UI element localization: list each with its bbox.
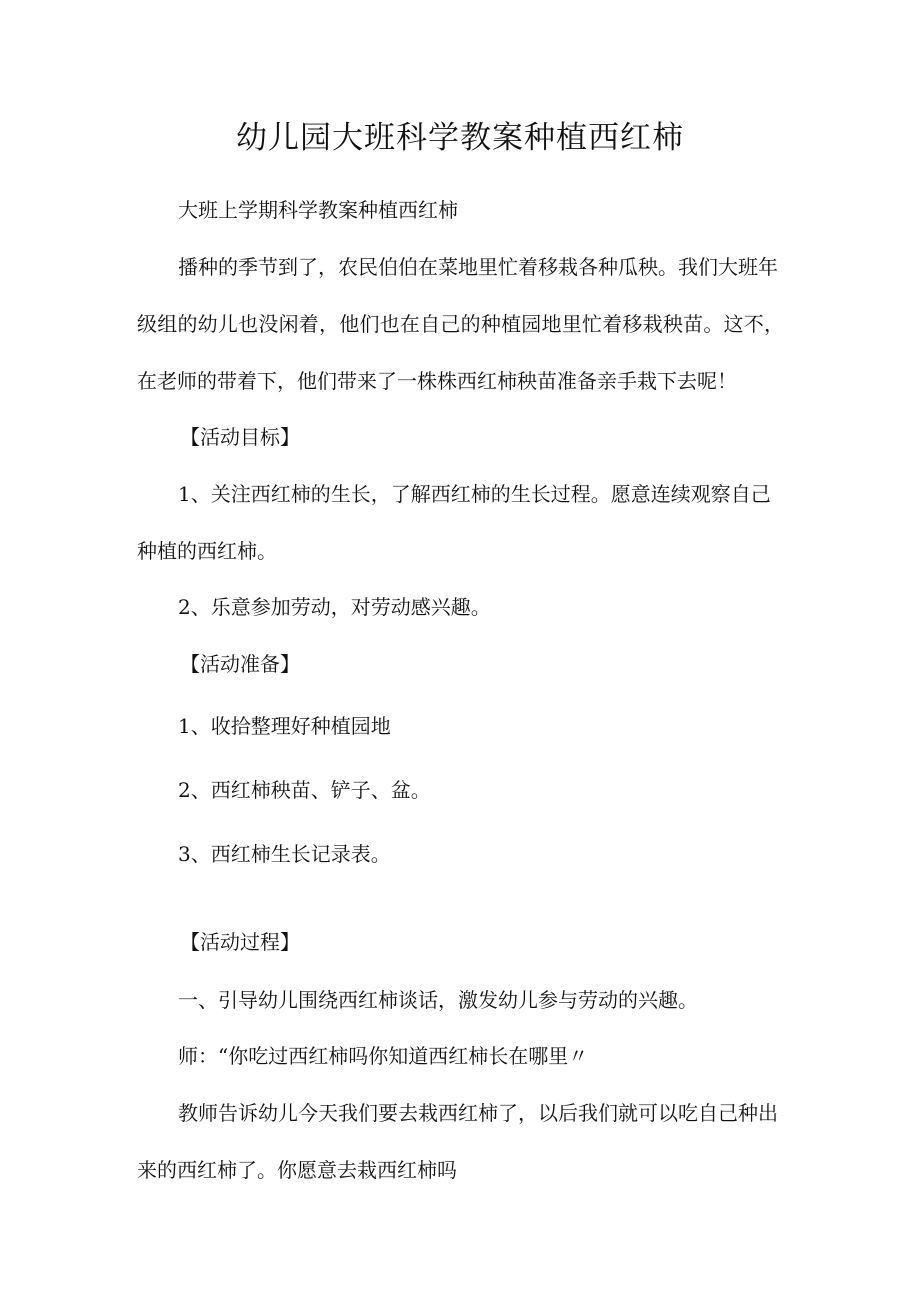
goal-item-1-line-2: 种植的西红柿。 [137, 539, 277, 563]
intro-paragraph-line-3: 在老师的带着下，他们带来了一株株西红柿秧苗准备亲手栽下去呢！ [137, 369, 737, 393]
goal-item-1-line-1: 1、关注西红柿的生长，了解西红柿的生长过程。愿意连续观察自己 [178, 482, 771, 506]
section-heading-goals: 【活动目标】 [180, 425, 300, 449]
process-step-1: 一、引导幼儿围绕西红柿谈话，激发幼儿参与劳动的兴趣。 [178, 988, 698, 1012]
section-heading-process: 【活动过程】 [180, 930, 300, 954]
prep-item-2: 2、西红柿秧苗、铲子、盆。 [178, 778, 431, 802]
section-heading-prep: 【活动准备】 [180, 652, 300, 676]
intro-paragraph-line-2: 级组的幼儿也没闲着，他们也在自己的种植园地里忙着移栽秧苗。这不， [137, 312, 784, 336]
goal-item-2: 2、乐意参加劳动，对劳动感兴趣。 [178, 595, 491, 619]
intro-paragraph-line-1: 播种的季节到了，农民伯伯在菜地里忙着移栽各种瓜秧。我们大班年 [178, 255, 778, 279]
prep-item-1: 1、收拾整理好种植园地 [178, 714, 391, 738]
teacher-tell-line-2: 来的西红柿了。你愿意去栽西红柿吗 [137, 1158, 457, 1182]
document-subtitle: 大班上学期科学教案种植西红柿 [178, 198, 458, 222]
teacher-quote: 师：“你吃过西红柿吗你知道西红柿长在哪里〃 [178, 1044, 589, 1068]
prep-item-3: 3、西红柿生长记录表。 [178, 842, 391, 866]
teacher-tell-line-1: 教师告诉幼儿今天我们要去栽西红柿了，以后我们就可以吃自己种出 [178, 1101, 778, 1125]
document-title: 幼儿园大班科学教案种植西红柿 [236, 120, 684, 156]
